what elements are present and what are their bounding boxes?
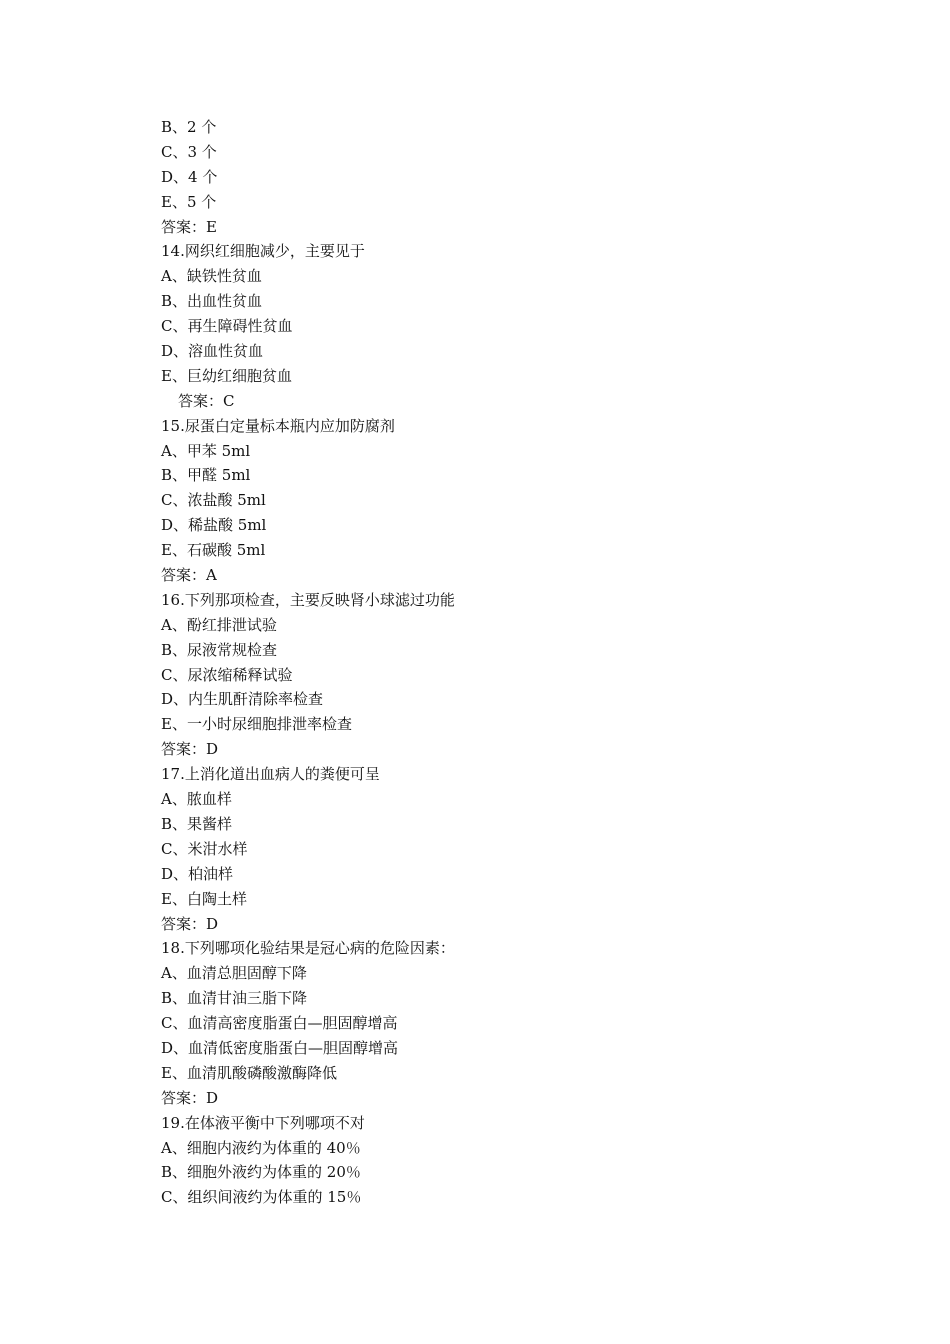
answer-option: D、柏油样 [161,864,234,883]
answer-option: D、溶血性贫血 [161,342,264,361]
answer-key: 答案：A [161,566,217,585]
question-stem: 16.下列那项检查，主要反映肾小球滤过功能 [161,590,455,609]
answer-option: E、一小时尿细胞排泄率检查 [161,715,352,734]
answer-option: B、血清甘油三脂下降 [161,989,308,1008]
answer-key: 答案：C [178,391,235,410]
answer-option: B、甲醛 5ml [161,466,251,485]
answer-option: A、血清总胆固醇下降 [161,964,307,983]
answer-option: D、4 个 [161,167,218,186]
answer-option: A、酚红排泄试验 [161,615,277,634]
answer-option: C、米泔水样 [161,839,248,858]
answer-key: 答案：D [161,914,219,933]
answer-option: A、甲苯 5ml [161,441,251,460]
answer-option: B、尿液常规检查 [161,640,278,659]
answer-option: B、细胞外液约为体重的 20％ [161,1163,361,1182]
question-text-block [161,115,861,1210]
answer-option: C、组织间液约为体重的 15％ [161,1188,362,1207]
question-stem: 18.下列哪项化验结果是冠心病的危险因素： [161,939,455,958]
question-stem: 17.上消化道出血病人的粪便可呈 [161,765,380,784]
question-stem: 19.在体液平衡中下列哪项不对 [161,1113,365,1132]
question-stem: 14.网织红细胞减少，主要见于 [161,242,365,261]
answer-option: C、血清高密度脂蛋白—胆固醇增高 [161,1014,398,1033]
answer-option: B、出血性贫血 [161,292,263,311]
answer-option: A、细胞内液约为体重的 40％ [161,1138,361,1157]
answer-option: C、3 个 [161,142,217,161]
answer-key: 答案：D [161,1088,219,1107]
answer-option: B、2 个 [161,118,217,136]
answer-option: C、浓盐酸 5ml [161,491,266,510]
answer-key: 答案：E [161,217,217,236]
answer-option: A、脓血样 [161,790,232,809]
answer-option: E、5 个 [161,192,217,211]
answer-option: B、果酱样 [161,814,233,833]
answer-option: D、血清低密度脂蛋白—胆固醇增高 [161,1038,399,1057]
question-stem: 15.尿蛋白定量标本瓶内应加防腐剂 [161,416,395,435]
answer-key: 答案：D [161,740,219,759]
answer-option: E、白陶土样 [161,889,247,908]
answer-option: E、石碳酸 5ml [161,541,266,560]
answer-option: E、巨幼红细胞贫血 [161,366,292,385]
answer-option: A、缺铁性贫血 [161,267,262,286]
answer-option: D、稀盐酸 5ml [161,516,267,535]
answer-option: C、再生障碍性贫血 [161,317,293,336]
answer-option: E、血清肌酸磷酸激酶降低 [161,1063,337,1082]
answer-option: D、内生肌酐清除率检查 [161,690,324,709]
answer-option: C、尿浓缩稀释试验 [161,665,293,684]
